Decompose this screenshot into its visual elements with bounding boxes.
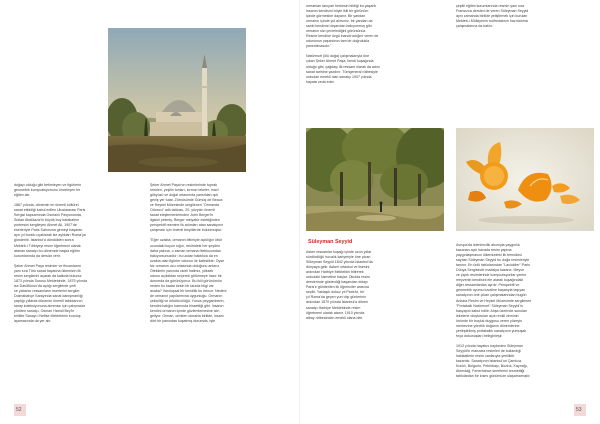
left-column-2 [150,183,290,329]
right-column-1-top [306,4,446,90]
paragraph: çeşitli eğitim kurumlarında resmin yanı sıra Fransızca dersleri de veren Süleyman Seyyid aynı zamanda birlikte yetiştirmek için kurulan Mekteb-i Mülkiyenin müfredatının hazırlanma çalışmalarına da katılır. [456,4,529,29]
right-page [300,0,600,424]
paragraph: doğayı olduğu gibi betimleyen ve figürlerin geometrik kompozisyonunu önceleyen bir eğitim alır. [14,183,82,198]
right-column-1-bottom [306,250,446,326]
paragraph: ormanları tanıyan herkesin bildiği bu yaşantı insanın kendisini böyle ikili bir görünüm içinde görmesine dayanır. Bir yandan ormanın içinde yol alırsınız, bir yandan da sanki kendinizi dışarıdan bakıyormuş gibi ormanın sizi çevrelediğini görürsünüz. Resme kendine özgü inandırıcılığını veren de odununun yaşantının tam bir doğrulukla yansıtılmasıdır." [306,4,379,49]
paragraph: Avrupa'da izlenimcilik akımıyla yaygınlık kazanan açık havada resim yapma yaygınlaşmasını ülkemizdeki ilk temsilcisi sayılan Süleyman Seyyid bu doğa resimleriyle tanınır. En ünlü tablolarından "Lavlukiler" Paris Dünya Sergisinde madalya kazanır. Meyve ve çiçek resimlerinde kompozisyonlar yerine meyvenin kendisini ele alarak kuşağındaki diğer ressamlardan ayrılır. Perspektif ve geometrik uyumu tuvaline başarıyla taşıyan sanatçının öne çıkan çalışmalarından bugün Ankara Resim ve Heykel Müzesinde sergilenen "Portakallı Natürmort" Süleyman Seyyid'in basyapıtı kabul edilir. Ahşa üzerinde sunulan lekelerle oluşturulan açık renkli zeminin önünde bir boşluk duygusu veren yüzeyin merkezine yönelik doğanın dönemlerine yerleştirilmiş portakallık sanatçının yumuşak fırça dokunuşları belirginleşir. [456,243,532,338]
paragraph: Şeker Ahmet Paşa resimler ve fincanlarım yanı sıra Türk sanat hayatına ülkemizin ilk resim sergilerini açarak da katkıda bulunur. 1873 yılında Sorusu Mektebinde, 1875 yılında ise Darülfünun'da açtığı sergilerde yerli ve yabancı ressamların eserlerini sergiler. Dolmabahçe Sarayında sanat danışmanlığı yaptığı yıllarda dönemin önemli tablolarının saray koleksiyonuna alınması için çalışmalar yürüten sanatçı, Osman Hamdi Bey'le birlikte Sanayi-i Nefise Mektebinin kuruluş aşamasında da yer alır. [14,263,88,324]
left-page-number: 52 [16,407,22,413]
paragraph: 1867 yılında, dönemin en önemli kültürel sanat etkinliği kabul edilen Uluslararası Paris Sergisi kapsamında Osmanlı Pavyonunda, Sultan Abdülaziz'in büyük boy karakalem portresini sergileyen Ahmet Ali, 1907'de eserleriyle Paris Salonuna girmeyi başaran ayrı yıl burslu uçaklarak ise aylıkları Roma'ya gönderilir. İstanbul'a döndükten sonra Mekteb-i Tıbbiyeyi resim öğretmeni olarak atanan sanatçı bu dönemde başka eğitim kurumlarında da derslar verir. [14,203,86,258]
paragraph: Natürmort (ölü doğa) çalışmalarıyla öne çıkan Şeker Ahmet Paşa, kendi kuşağında olduğu gibi, çağdaşı ilk ressam olarak da adını sanat tarihine yazdırır. Tümgeneral rütbesiyle ordudan emekli olan sanatçı 1907 yılında hayata veda eder. [306,54,380,84]
mosque-landscape-painting [108,28,246,172]
forest-painting [306,128,444,231]
right-column-2-top [456,4,594,34]
paragraph: 1913 yılında hayatını kaybeden Süleyman Seyyid'in manzara resimleri de kullandığı hakikatlerle resim canlarıyla yeniliktir kazanılır. Sanatçının İstanbul'un Çamlıca, Kısıklı, Bulgurlu, Pekinbaşı, Bozkılı, Kaynağı, Alemdağ, Fenerbahce semtlerini resmettiği tablolardan bir kısmı günümüze ulaşamamıştır. [456,343,531,379]
right-page-number: 53 [576,407,582,413]
right-column-2-bottom [456,243,596,384]
paragraph: Şeker Ahmet Paşa'nın resimlerinde toprak renkleri, yeşilin tonları, kırmızı lekeler, mavi gökyüzü ve doğal ortamında yansıtılan ışık geniş yer tutar. Zürnüsünde Gümüş de Beaux ve Heykel Müzesinde sergilenen "Ormanda Oduncu" adlı tablosu, 20. yüzyılın önemli sanat eleştirmenlerinden John Berger'in ilgisini çekmiş, Berger minyatür estetiğinden perspektif resmine ilk adımları atan sanatçının çalışması için önemli tespitlerde bulunmuştur: [150,183,224,233]
paragraph: Asker ressamlar kuşağı içinde uzun yıllar sürdürdüğü hocalık kariyeriyle öne çıkan Süleyman Seyyid 1842 yılında İstanbul'da dünyaya gelir. Askeri ortaokul ve lisesini ardından Harbiye Mektebini bitirerek ordudaki hizmetine başlar. Okulda resim derslerinde gösterdiği başarıdan dolayı Paris'e gönderilen ilk öğrenciler arasına seçilir. Yaklaşık dokuz yıl Paris'te, bir yıl Roma'da geçen yurt dışı günlerinin ardından 1870 yılında İstanbul'a dönen sanatçı Harbiye Mektebinde resim öğretmeni olarak atanır. 1910 yılında albay rütbesinden emekli olana dek [306,250,373,320]
paragraph: "Eğer uzakta, ormanın bitimiyle açıklığın öbür ucundaki koyun sığırı, resimdeki her şeyden daha yakına, o zaman ormana ötekiucundan bakıyorsunuzdur; bu ucdan baktıkca da en uzakta olan figürler oduncu ile kafeslikte: Oyse biz ormanın ucu ortasında olduğunu anlarız. Ötekilerin yanında ciceli halimiz, yüksek odunu açıklıktan seçerek götürmeye hazır bir durumda da görünüyoruz. Bu ikili görünümün neden bu kadar kesin bir tarzda bilgi var acaba? Varoluşsal bir kendilik bu bence. Nedeni de ormanın yapılanmına uygunluğu. Ormanın çekiciliği ve ürkütücülüğü. Yunus peygamberin, kendini balığın karnında hissettiği gibi. İnsanın kendini ormanın içinde gözlemlemesine izin geliyor. Orman, ormiten olmakla birlikte, insanı dört bir yanından kuşatmış durumda, işte [150,238,227,324]
left-column-1 [14,183,142,329]
section-heading-suleyman-seyyid: Süleyman Seyyid [308,239,353,245]
oranges-still-life-painting [456,128,594,231]
